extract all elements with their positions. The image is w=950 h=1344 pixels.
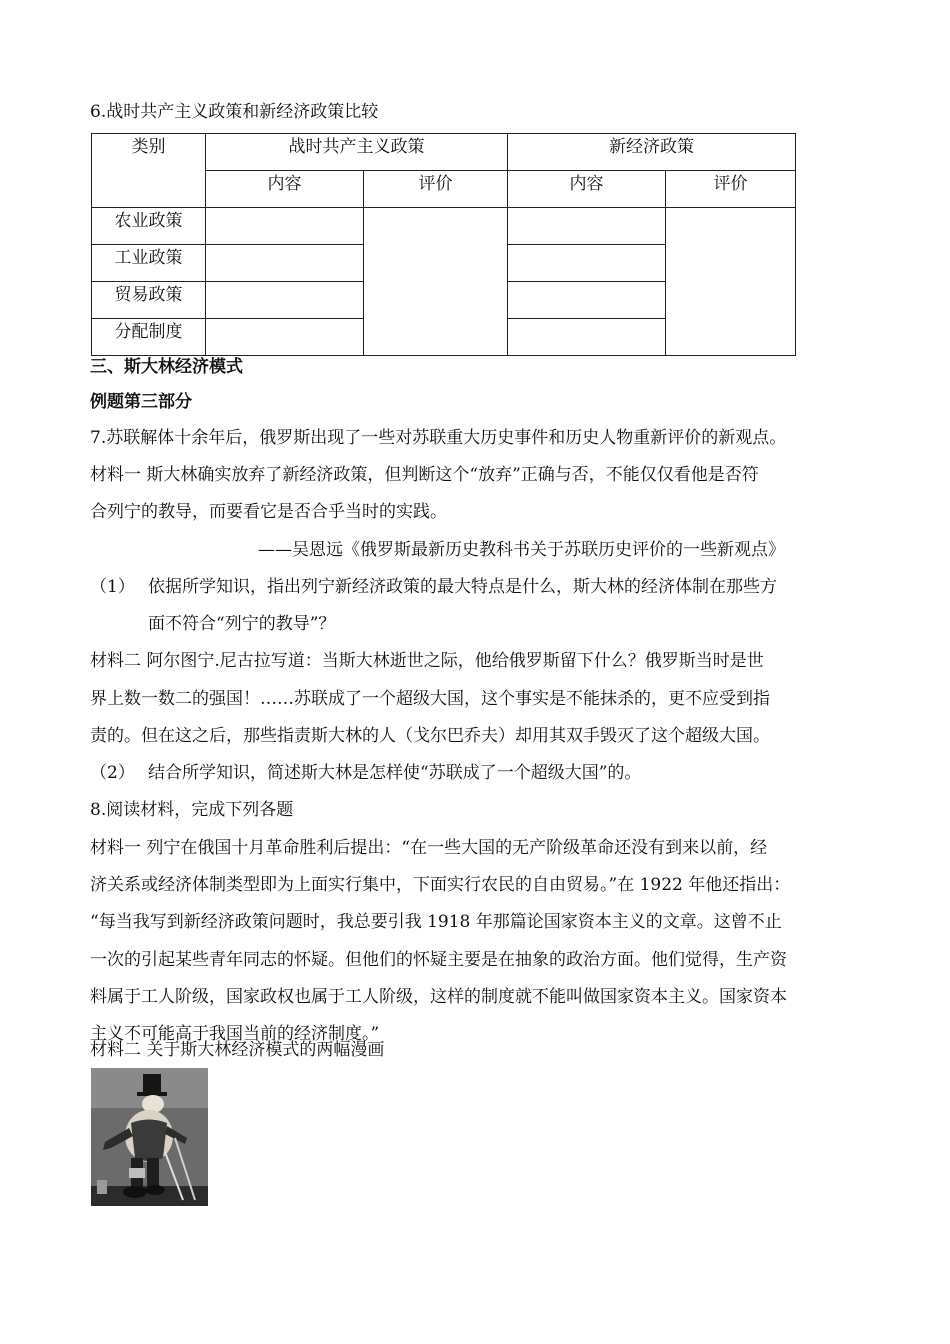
q8-material-2-title: 材料二 关于斯大林经济模式的两幅漫画	[90, 1040, 385, 1060]
question-8-intro: 8.阅读材料，完成下列各题	[90, 800, 294, 820]
table-cell-blank	[508, 245, 666, 282]
table-header-war-communism: 战时共产主义政策	[206, 134, 508, 171]
q7-source-citation: ——吴恩远《俄罗斯最新历史教科书关于苏联历史评价的一些新观点》	[258, 540, 785, 560]
section-3-heading: 三、斯大林经济模式	[90, 357, 243, 377]
table-cell-blank	[206, 282, 364, 319]
table-cell-blank	[508, 282, 666, 319]
q7-material-1: 合列宁的教导，而要看它是否合乎当时的实践。	[90, 502, 447, 522]
q7-part-1-number: （1）	[90, 577, 135, 597]
q7-part-1-question: 依据所学知识，指出列宁新经济政策的最大特点是什么，斯大林的经济体制在那些方	[148, 577, 777, 597]
table-row-label: 贸易政策	[92, 282, 206, 319]
table-header-category: 类别	[92, 134, 206, 208]
q7-part-2-question: 结合所学知识，简述斯大林是怎样使“苏联成了一个超级大国”的。	[148, 763, 642, 783]
question-6-title: 6.战时共产主义政策和新经济政策比较	[90, 102, 379, 122]
q8-material-1: 一次的引起某些青年同志的怀疑。但他们的怀疑主要是在抽象的政治方面。他们觉得，生产资	[90, 950, 787, 970]
q8-material-1: 材料一 列宁在俄国十月革命胜利后提出：“在一些大国的无产阶级革命还没有到来以前，经	[90, 838, 768, 858]
table-subheader-content: 内容	[508, 171, 666, 208]
q7-material-2: 界上数一数二的强国！……苏联成了一个超级大国，这个事实是不能抹杀的，更不应受到指	[90, 689, 770, 709]
table-row-label: 分配制度	[92, 319, 206, 356]
cartoon-illustration	[91, 1068, 208, 1206]
table-subheader-content: 内容	[206, 171, 364, 208]
q7-material-2: 责的。但在这之后，那些指责斯大林的人（戈尔巴乔夫）却用其双手毁灭了这个超级大国。	[90, 726, 770, 746]
comparison-table	[91, 133, 796, 356]
q7-part-2-number: （2）	[90, 763, 135, 783]
table-cell-blank	[666, 208, 796, 356]
table-cell-blank	[364, 208, 508, 356]
q7-material-2: 材料二 阿尔图宁.尼古拉写道：当斯大林逝世之际，他给俄罗斯留下什么？俄罗斯当时是世	[90, 651, 764, 671]
cartoon-image	[91, 1068, 208, 1206]
table-cell-blank	[508, 208, 666, 245]
table-subheader-evaluation: 评价	[666, 171, 796, 208]
example-heading: 例题第三部分	[90, 392, 192, 412]
q8-material-1: “每当我写到新经济政策问题时，我总要引我 1918 年那篇论国家资本主义的文章。这曾不止	[90, 912, 782, 932]
question-7-intro: 7.苏联解体十余年后，俄罗斯出现了一些对苏联重大历史事件和历史人物重新评价的新观点。	[90, 428, 787, 448]
table-cell-blank	[206, 245, 364, 282]
q7-part-1-question: 面不符合“列宁的教导”？	[148, 614, 336, 634]
table-row-label: 工业政策	[92, 245, 206, 282]
table-subheader-evaluation: 评价	[364, 171, 508, 208]
q8-material-1: 济关系或经济体制类型即为上面实行集中，下面实行农民的自由贸易。”在 1922 年他还指出：	[90, 875, 791, 895]
q8-material-1: 主义不可能高于我国当前的经济制度。”	[90, 1024, 380, 1044]
table-header-nep: 新经济政策	[508, 134, 796, 171]
q8-material-1: 料属于工人阶级，国家政权也属于工人阶级，这样的制度就不能叫做国家资本主义。国家资本	[90, 987, 787, 1007]
table-row-label: 农业政策	[92, 208, 206, 245]
table-cell-blank	[508, 319, 666, 356]
table-cell-blank	[206, 208, 364, 245]
table-cell-blank	[206, 319, 364, 356]
q7-material-1: 材料一 斯大林确实放弃了新经济政策，但判断这个“放弃”正确与否，不能仅仅看他是否符	[90, 465, 759, 485]
